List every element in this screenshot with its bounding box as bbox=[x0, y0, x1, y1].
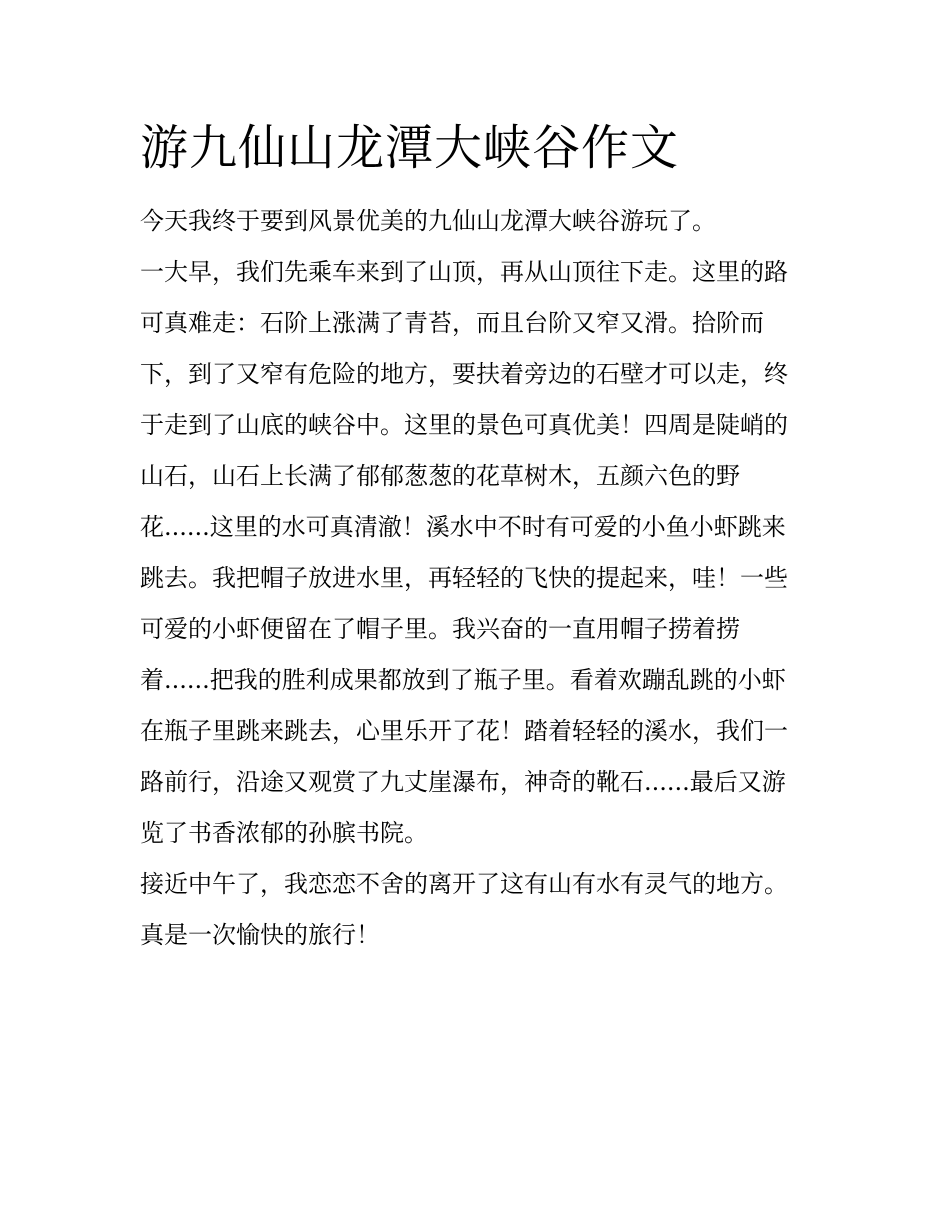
body-line: 在瓶子里跳来跳去，心里乐开了花！踏着轻轻的溪水，我们一 bbox=[140, 717, 788, 745]
body-line: 路前行，沿途又观赏了九丈崖瀑布，神奇的靴石......最后又游 bbox=[140, 768, 786, 796]
body-line: 一大早，我们先乘车来到了山顶，再从山顶往下走。这里的路 bbox=[140, 258, 788, 286]
body-line: 花......这里的水可真清澈！溪水中不时有可爱的小鱼小虾跳来 bbox=[140, 513, 786, 541]
body-line: 接近中午了，我恋恋不舍的离开了这有山有水有灵气的地方。 bbox=[140, 870, 788, 898]
body-line: 下，到了又窄有危险的地方，要扶着旁边的石壁才可以走，终 bbox=[140, 360, 788, 388]
body-line: 可爱的小虾便留在了帽子里。我兴奋的一直用帽子捞着捞 bbox=[140, 615, 740, 643]
body-line: 真是一次愉快的旅行！ bbox=[140, 921, 380, 949]
body-line: 山石，山石上长满了郁郁葱葱的花草树木，五颜六色的野 bbox=[140, 462, 740, 490]
body-line: 今天我终于要到风景优美的九仙山龙潭大峡谷游玩了。 bbox=[140, 207, 716, 235]
body-line: 于走到了山底的峡谷中。这里的景色可真优美！四周是陡峭的 bbox=[140, 411, 788, 439]
body-line: 跳去。我把帽子放进水里，再轻轻的飞快的提起来，哇！一些 bbox=[140, 564, 788, 592]
body-line: 着......把我的胜利成果都放到了瓶子里。看着欢蹦乱跳的小虾 bbox=[140, 666, 786, 694]
body-line: 览了书香浓郁的孙膑书院。 bbox=[140, 819, 428, 847]
document-title: 游九仙山龙潭大峡谷作文 bbox=[140, 120, 680, 176]
body-line: 可真难走：石阶上涨满了青苔，而且台阶又窄又滑。拾阶而 bbox=[140, 309, 764, 337]
